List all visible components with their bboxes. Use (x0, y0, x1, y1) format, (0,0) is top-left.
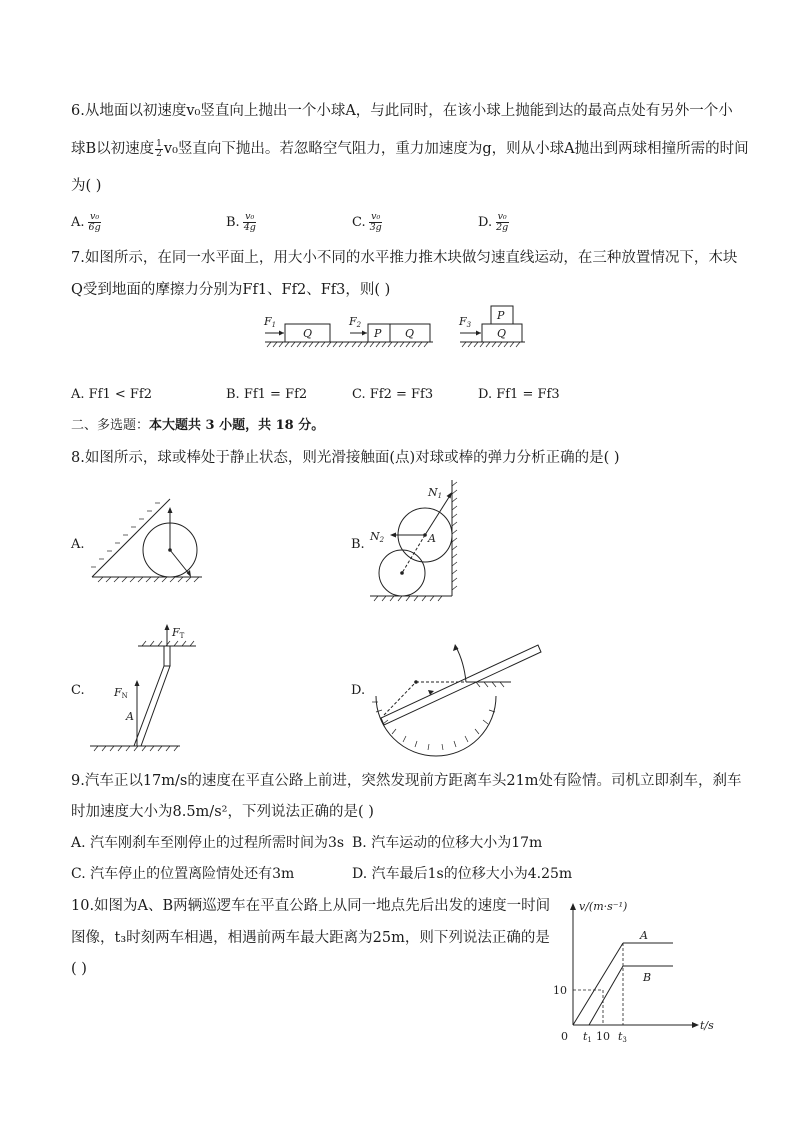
q8-figure-c (88, 620, 208, 755)
svg-text:N1: N1 (428, 486, 443, 500)
q6-option-b[interactable]: B. $\frac{\text{v₀}}{4g}$ (226, 211, 256, 233)
q10-line2: 图像，t₃时刻两车相遇，相遇前两车最大距离为25m，则下列说法正确的是 (71, 930, 550, 946)
q9-option-b[interactable]: B. 汽车运动的位移大小为17m (352, 835, 543, 851)
q7-option-b[interactable]: B. Ff1 = Ff2 (226, 387, 308, 402)
q10-line1: 10.如图为A、B两辆巡逻车在平直公路上从同一地点先后出发的速度一时间 (71, 898, 551, 914)
q8-label-b[interactable]: B. (351, 537, 365, 552)
svg-text:10: 10 (596, 1030, 610, 1043)
svg-text:t3: t3 (618, 1030, 627, 1044)
q9-option-a[interactable]: A. 汽车刚刹车至刚停止的过程所需时间为3s (71, 835, 345, 851)
q6-option-a[interactable]: A. $\frac{\text{v₀}}{6g}$ (71, 211, 101, 233)
svg-text:10: 10 (553, 984, 567, 997)
svg-text:FN: FN (114, 686, 128, 700)
svg-text:v/(m·s⁻¹): v/(m·s⁻¹) (579, 900, 628, 913)
q7-line1: 7.如图所示，在同一水平面上，用大小不同的水平推力推木块做匀速直线运动，在三种放置情况下，木块 (71, 250, 738, 266)
q7-option-d[interactable]: D. Ff1 = Ff3 (478, 387, 560, 402)
q6-option-d[interactable]: D. $\frac{\text{v₀}}{2g}$ (478, 211, 509, 233)
svg-text:0: 0 (561, 1030, 568, 1043)
q7-option-a[interactable]: A. Ff1 < Ff2 (71, 387, 153, 402)
q6-line3: 为( ) (71, 178, 102, 194)
q7-figure (255, 303, 535, 353)
q9-line2: 时加速度大小为8.5m/s²，下列说法正确的是( ) (71, 804, 374, 820)
q8-label-a[interactable]: A. (71, 537, 85, 552)
svg-text:P: P (374, 327, 382, 340)
fraction-half: $\frac{1}{2}$ (156, 138, 162, 159)
q9-option-d[interactable]: D. 汽车最后1s的位移大小为4.25m (352, 866, 573, 882)
q9-option-c[interactable]: C. 汽车停止的位置离险情处还有3m (71, 866, 295, 882)
svg-text:N2: N2 (370, 530, 385, 544)
series-a-rise (573, 943, 623, 1025)
q6-line1: 6.从地面以初速度v₀竖直向上抛出一个小球A，与此同时，在该小球上抛能到达的最高点处有另外一个小 (71, 103, 733, 119)
q8-figure-b (368, 478, 468, 608)
section-heading: 二、多选题：本大题共 3 小题，共 18 分。 (71, 418, 325, 433)
q10-line3: ( ) (71, 961, 87, 977)
q7-option-c[interactable]: C. Ff2 = Ff3 (352, 387, 434, 402)
q8-label-d[interactable]: D. (351, 683, 366, 698)
q10-vt-graph (545, 893, 725, 1048)
q9-line1: 9.汽车正以17m/s的速度在平直公路上前进，突然发现前方距离车头21m处有险情。司机立即刹车，刹车 (71, 773, 742, 789)
q8-line1: 8.如图所示，球或棒处于静止状态，则光滑接触面(点)对球或棒的弹力分析正确的是( ) (71, 450, 620, 466)
svg-text:FT: FT (172, 626, 185, 640)
svg-text:Q: Q (405, 327, 415, 340)
svg-text:A: A (640, 929, 648, 942)
q8-figure-d (366, 632, 546, 757)
svg-text:Q: Q (497, 327, 507, 340)
svg-text:t/s: t/s (700, 1019, 714, 1032)
f3-label: F3 (459, 315, 472, 329)
series-b-rise (589, 966, 623, 1025)
f1-label: F1 (264, 315, 277, 329)
svg-text:A: A (428, 532, 436, 545)
q7-line2: Q受到地面的摩擦力分别为Ff1、Ff2、Ff3，则( ) (71, 282, 391, 298)
svg-text:A: A (126, 710, 134, 723)
svg-text:B: B (643, 971, 652, 984)
q6-line2: 球B以初速度 $\frac{1}{2}$ v₀竖直向下抛出。若忽略空气阻力，重力加速度为g，则从小球A抛出到两球相撞所需的时间 (71, 138, 749, 159)
q6-option-c[interactable]: C. $\frac{\text{v₀}}{3g}$ (352, 211, 382, 233)
f2-label: F2 (349, 315, 362, 329)
q8-figure-a (90, 495, 210, 585)
svg-text:P: P (497, 309, 505, 322)
q8-label-c[interactable]: C. (71, 683, 85, 698)
svg-text:Q: Q (303, 327, 313, 340)
svg-text:t1: t1 (583, 1030, 592, 1044)
